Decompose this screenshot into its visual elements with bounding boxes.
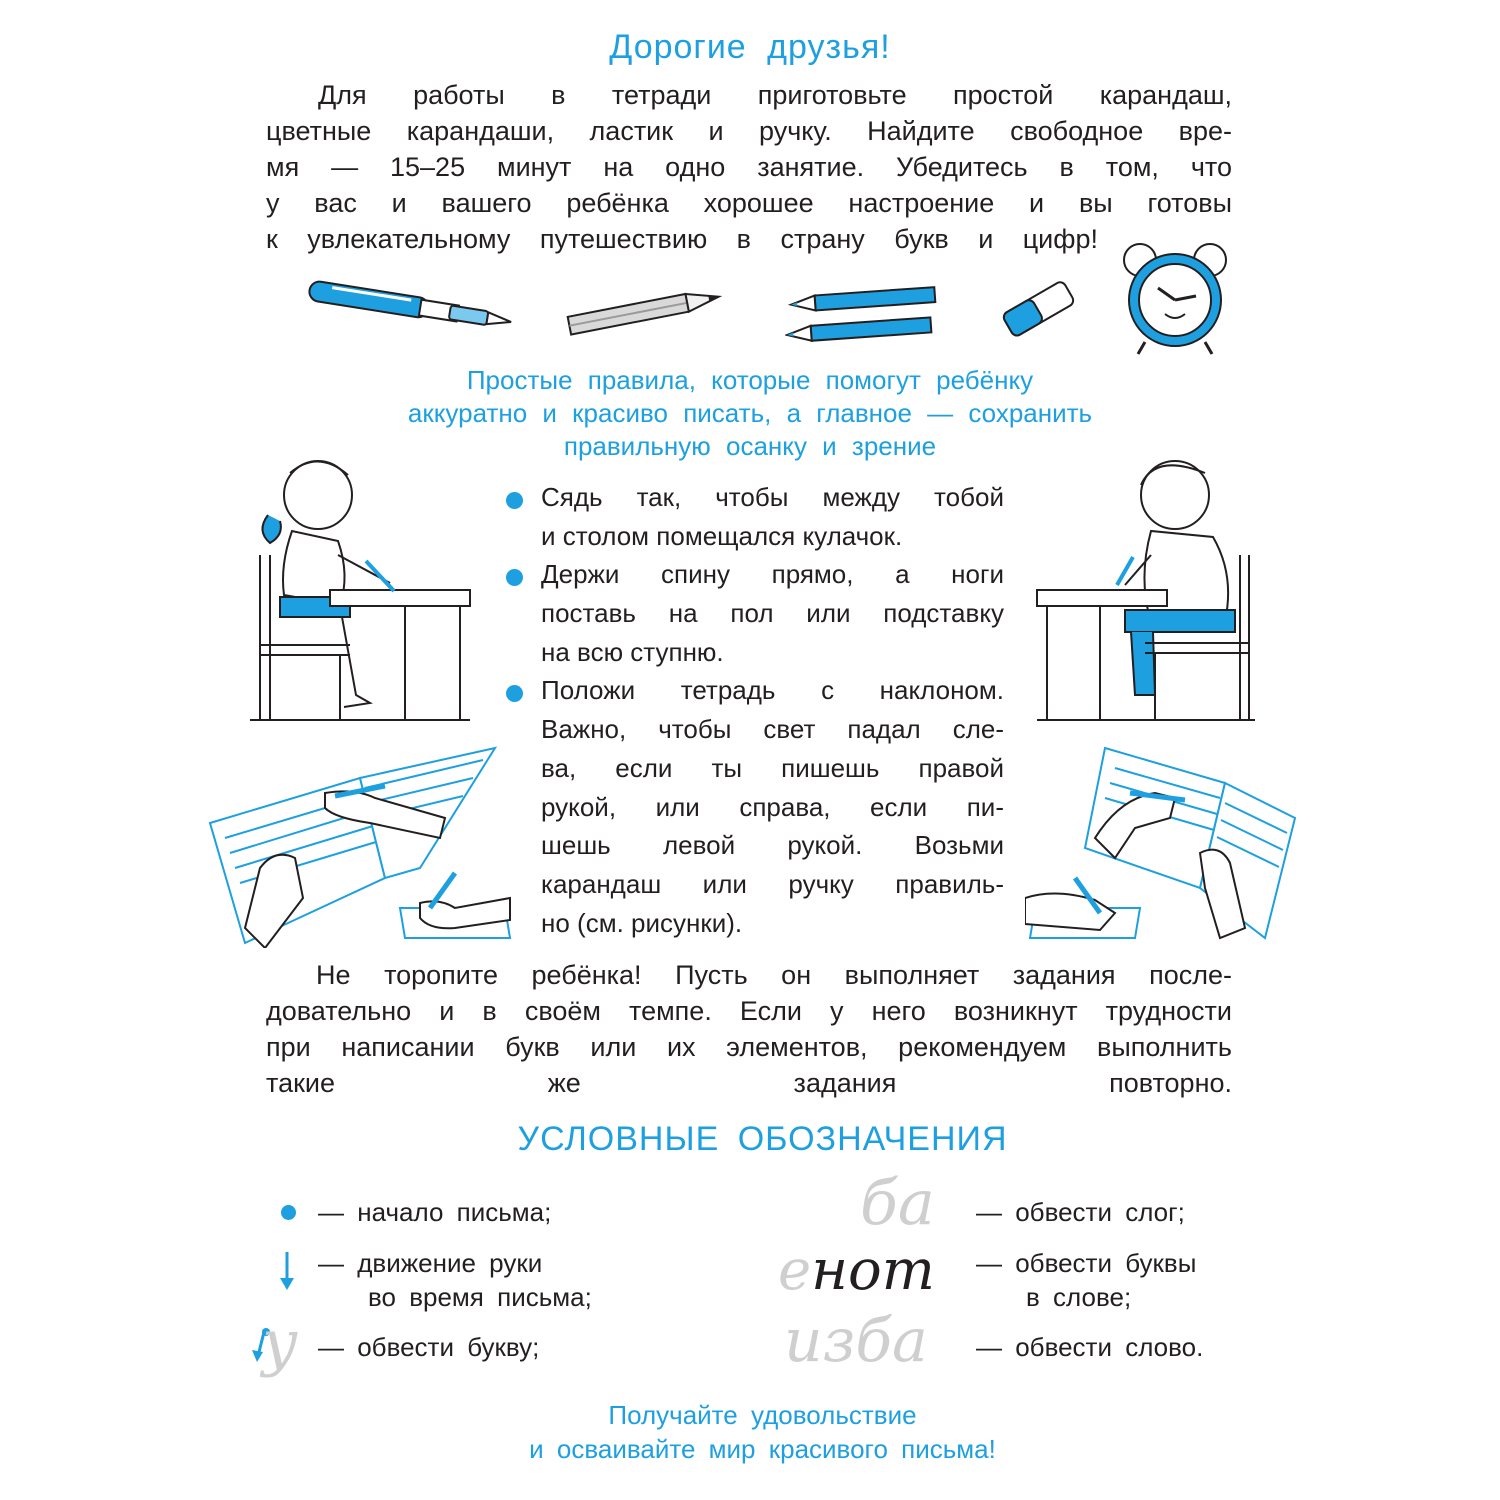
notebook-left-hand-illustration <box>1025 738 1300 948</box>
legend-text: в слове; <box>1026 1282 1132 1312</box>
pen-icon <box>300 278 525 338</box>
rule-line: Держи спину прямо, а ноги <box>541 559 1004 590</box>
legend-trace-syllable: — обвести слог; <box>976 1197 1185 1227</box>
advice-paragraph <box>266 957 1232 1101</box>
rule-line: и столом помещался кулачок. <box>541 520 903 551</box>
intro-paragraph <box>266 77 1232 257</box>
intro-line: у вас и вашего ребёнка хорошее настроение и вы готовы <box>266 188 1232 218</box>
legend-trace-letter: — обвести букву; <box>318 1332 540 1362</box>
girl-at-desk-illustration <box>240 445 480 730</box>
legend-text: во время письма; <box>368 1282 592 1312</box>
rule-line: Положи тетрадь с наклоном. <box>541 675 1004 706</box>
intro-line: Для работы в тетради приготовьте простой карандаш, <box>318 80 1232 110</box>
rule-line: но (см. рисунки). <box>541 907 743 938</box>
subtitle-line: Простые правила, которые помогут ребёнку <box>466 365 1034 395</box>
rule-line: шешь левой рукой. Возьми <box>541 830 1004 861</box>
bullet-icon <box>506 685 523 702</box>
page-title: Дорогие друзья! <box>609 28 891 66</box>
bullet-icon <box>506 492 523 509</box>
trace-syllable-sample: ба <box>860 1166 935 1239</box>
rule-line: Важно, чтобы свет падал сле- <box>541 714 1004 745</box>
intro-line: цветные карандаши, ластик и ручку. Найдите свободное вре- <box>266 116 1232 146</box>
sample-grey-letters: е <box>778 1238 812 1303</box>
legend-start: — начало письма; <box>318 1197 552 1227</box>
rule-line: Сядь так, чтобы между тобой <box>541 482 1004 512</box>
rule-line: поставь на пол или подставку <box>541 598 1004 629</box>
alarm-clock-icon <box>1110 238 1240 358</box>
sample-dark-letters: нот <box>811 1238 935 1303</box>
pencil-icon <box>560 284 730 339</box>
legend-trace-word: — обвести слово. <box>976 1332 1204 1362</box>
rule-item <box>504 478 1004 555</box>
legend-text: — обвести буквы <box>976 1248 1197 1278</box>
footer-line: и осваивайте мир красивого письма! <box>529 1434 996 1464</box>
legend-title: УСЛОВНЫЕ ОБОЗНАЧЕНИЯ <box>517 1120 1008 1158</box>
intro-line: мя — 15–25 минут на одно занятие. Убедитесь в том, что <box>266 152 1232 182</box>
eraser-icon <box>993 276 1083 341</box>
advice-line: такие же задания повторно. <box>266 1068 1232 1098</box>
legend-text: — движение руки <box>318 1248 543 1278</box>
notebook-right-hand-illustration <box>205 738 515 948</box>
bullet-icon <box>506 569 523 586</box>
rule-line: рукой, или справа, если пи- <box>541 791 1004 822</box>
rule-item <box>504 671 1004 942</box>
rule-line: карандаш или ручку правиль- <box>541 868 1004 899</box>
intro-line: к увлекательному путешествию в страну букв и цифр! <box>266 224 1098 254</box>
rules-list <box>504 478 1004 942</box>
subtitle-line: аккуратно и красиво писать, а главное — сохранить <box>407 398 1093 428</box>
subtitle-line: правильную осанку и зрение <box>563 431 937 461</box>
rule-line: на всю ступню. <box>541 636 724 667</box>
advice-line: довательно и в своём темпе. Если у него возникнут трудности <box>266 996 1232 1026</box>
advice-line: Не торопите ребёнка! Пусть он выполняет задания после- <box>316 960 1232 990</box>
legend-movement <box>318 1246 592 1314</box>
trace-word-letters-sample <box>778 1236 935 1306</box>
legend-trace-letters-in-word <box>976 1246 1196 1314</box>
boy-at-desk-illustration <box>1035 445 1265 730</box>
footer-line: Получайте удовольствие <box>608 1400 917 1430</box>
start-dot-icon <box>281 1205 296 1220</box>
down-arrow-icon <box>277 1250 297 1292</box>
rule-line: ва, если ты пишешь правой <box>541 752 1004 783</box>
advice-line: при написании букв или их элементов, рекомендуем выполнить <box>266 1032 1232 1062</box>
trace-word-sample: изба <box>784 1306 928 1376</box>
trace-letter-sample: у <box>262 1306 298 1379</box>
colored-pencils-icon <box>785 284 945 349</box>
footer-message <box>0 1398 1500 1466</box>
rule-item <box>504 555 1004 671</box>
